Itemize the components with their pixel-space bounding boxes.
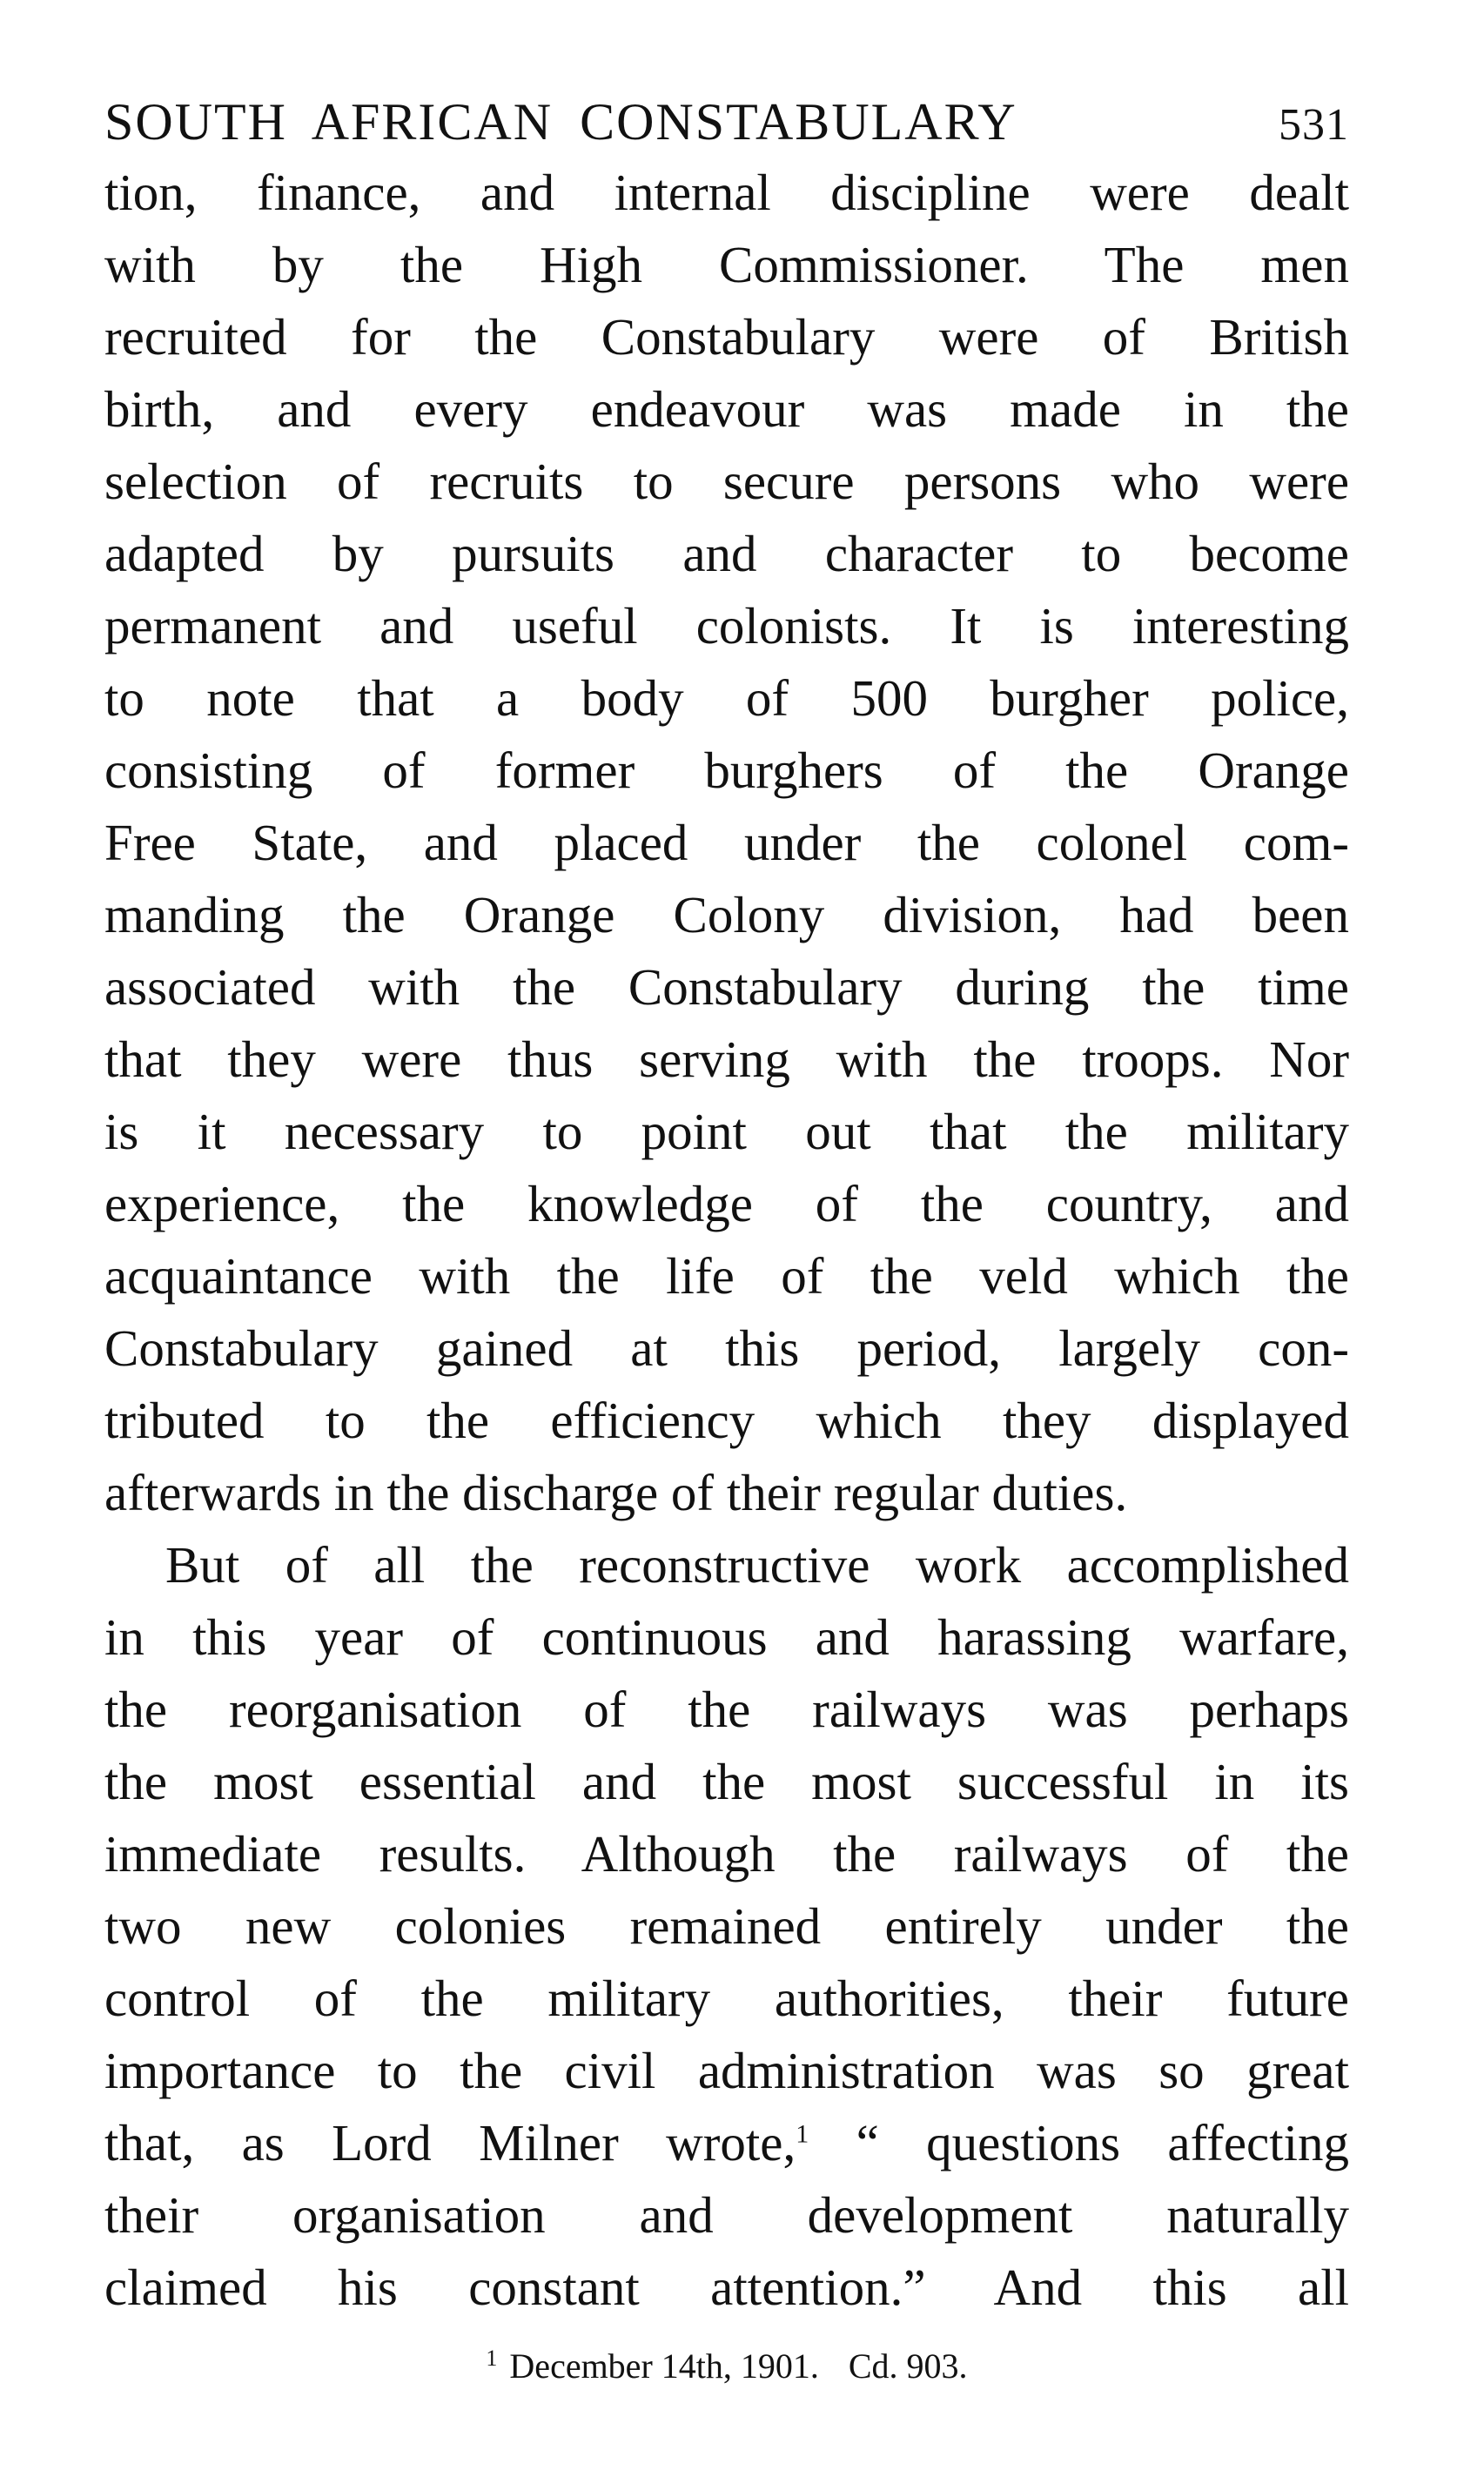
text-line: acquaintance with the life of the veld which the xyxy=(104,1247,1349,1305)
text-line: immediate results. Although the railways of the xyxy=(104,1825,1349,1883)
text-line: consisting of former burghers of the Orange xyxy=(104,742,1349,799)
text-segment: “ questions affecting xyxy=(809,2114,1349,2171)
text-line: their organisation and development naturally xyxy=(104,2186,1349,2244)
text-line: the most essential and the most successful in its xyxy=(104,1753,1349,1810)
text-line: experience, the knowledge of the country, and xyxy=(104,1175,1349,1232)
page-number: 531 xyxy=(1279,100,1349,150)
text-segment: that, as Lord Milner wrote, xyxy=(104,2114,796,2171)
text-line: associated with the Constabulary during the time xyxy=(104,958,1349,1016)
text-line: two new colonies remained entirely under the xyxy=(104,1897,1349,1955)
footnote-reference-mark: 1 xyxy=(796,2119,809,2149)
text-line: Free State, and placed under the colonel com- xyxy=(104,814,1349,871)
text-line: permanent and useful colonists. It is interesting xyxy=(104,597,1349,654)
text-line: control of the military authorities, their future xyxy=(104,1970,1349,2027)
text-line: in this year of continuous and harassing warfare, xyxy=(104,1608,1349,1666)
text-line: selection of recruits to secure persons who were xyxy=(104,453,1349,510)
text-line-with-footnote-ref xyxy=(104,2107,1349,2179)
text-line: importance to the civil administration was so great xyxy=(104,2042,1349,2099)
text-line: tion, finance, and internal discipline were dealt xyxy=(104,164,1349,221)
text-line: recruited for the Constabulary were of British xyxy=(104,308,1349,366)
text-line: tributed to the efficiency which they displayed xyxy=(104,1392,1349,1449)
paragraph-1 xyxy=(104,157,1349,1529)
body-text xyxy=(104,157,1349,2324)
text-line: that they were thus serving with the troops. Nor xyxy=(104,1030,1349,1088)
footnote-date: December 14th, 1901. xyxy=(509,2346,819,2386)
text-line: But of all the reconstructive work accomplished xyxy=(165,1536,1349,1594)
book-page xyxy=(104,87,1349,2386)
footnote-mark: 1 xyxy=(486,2345,498,2371)
text-line: with by the High Commissioner. The men xyxy=(104,236,1349,293)
text-line: adapted by pursuits and character to become xyxy=(104,525,1349,582)
footnote-reference: Cd. 903. xyxy=(848,2346,968,2386)
text-line: manding the Orange Colony division, had been xyxy=(104,886,1349,943)
running-head-title: SOUTH AFRICAN CONSTABULARY xyxy=(104,93,1017,151)
text-line: the reorganisation of the railways was perhaps xyxy=(104,1681,1349,1738)
text-line: afterwards in the discharge of their regular duties. xyxy=(104,1464,1128,1521)
text-line: Constabulary gained at this period, largely con- xyxy=(104,1319,1349,1377)
text-line: is it necessary to point out that the military xyxy=(104,1103,1349,1160)
footnote xyxy=(104,2345,1349,2388)
paragraph-2 xyxy=(104,1529,1349,2324)
text-line: birth, and every endeavour was made in the xyxy=(104,380,1349,438)
text-line: to note that a body of 500 burgher police, xyxy=(104,669,1349,727)
text-line: claimed his constant attention.” And this all xyxy=(104,2259,1349,2316)
running-head xyxy=(104,87,1349,157)
